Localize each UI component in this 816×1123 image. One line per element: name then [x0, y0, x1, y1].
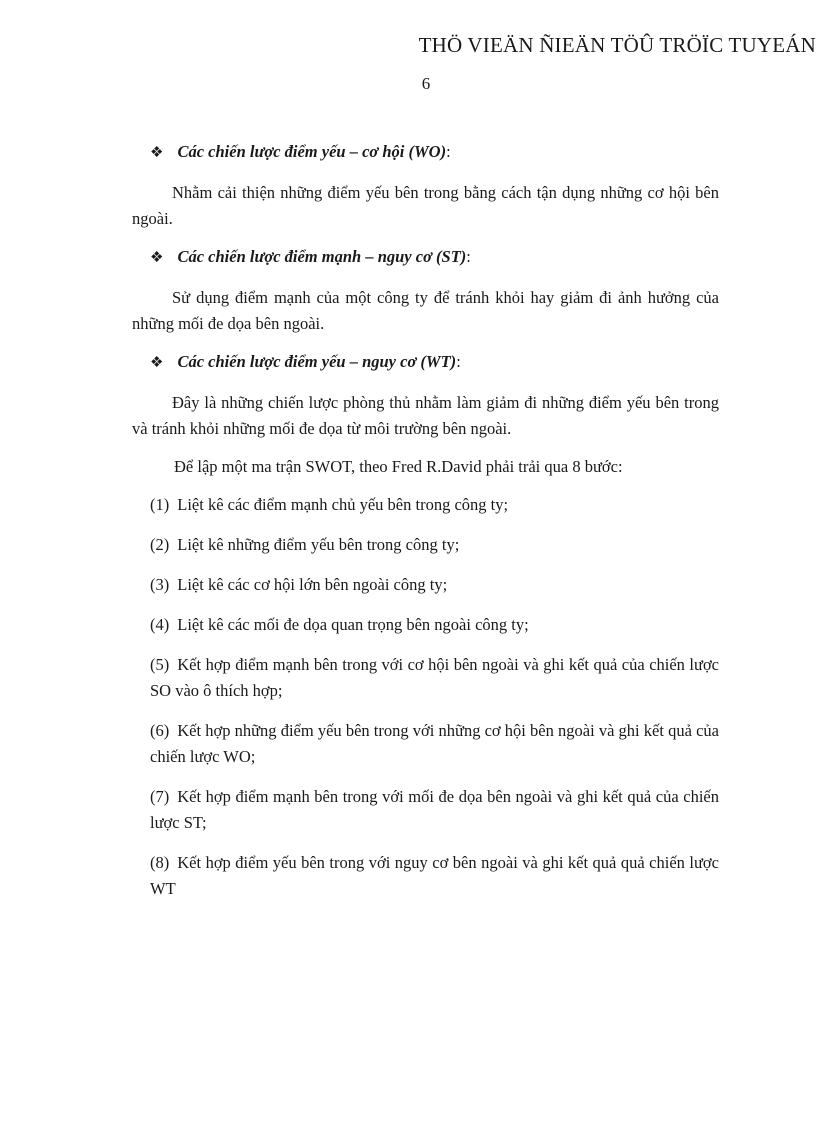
- list-item: (6) Kết hợp những điểm yếu bên trong với những cơ hội bên ngoài và ghi kết quả của chiến lược WO;: [150, 721, 719, 766]
- page-header: THÖ VIEÄN ÑIEÄN TÖÛ TRÖÏC TUYEÁN: [418, 33, 816, 57]
- section-heading-wt: ❖ Các chiến lược điểm yếu – nguy cơ (WT):: [150, 352, 461, 371]
- list-item: (4) Liệt kê các mối đe dọa quan trọng bên ngoài công ty;: [150, 615, 529, 634]
- section-paragraph-st: Sử dụng điểm mạnh của một công ty để tránh khỏi hay giảm đi ảnh hưởng của những mối đe dọa bên ngoài.: [132, 288, 719, 333]
- list-item: (8) Kết hợp điểm yếu bên trong với nguy cơ bên ngoài và ghi kết quả quả chiến lược WT: [150, 853, 719, 898]
- section-paragraph-wo: Nhằm cải thiện những điểm yếu bên trong bằng cách tận dụng những cơ hội bên ngoài.: [132, 183, 719, 228]
- section-heading-wo: ❖ Các chiến lược điểm yếu – cơ hội (WO):: [150, 142, 451, 161]
- section-paragraph-wt: Đây là những chiến lược phòng thủ nhằm làm giảm đi những điểm yếu bên trong và tránh khỏi những mối đe dọa từ môi trường bên ngoài.: [132, 393, 719, 438]
- intro-paragraph: Để lập một ma trận SWOT, theo Fred R.David phải trải qua 8 bước:: [174, 457, 623, 476]
- list-item: (2) Liệt kê những điểm yếu bên trong công ty;: [150, 535, 460, 554]
- diamond-bullet-icon: ❖: [150, 145, 164, 161]
- document-body: [132, 139, 719, 916]
- page-number: 6: [421, 74, 431, 93]
- list-item: (5) Kết hợp điểm mạnh bên trong với cơ hội bên ngoài và ghi kết quả của chiến lược SO vào ô thích hợp;: [150, 655, 719, 700]
- list-item: (3) Liệt kê các cơ hội lớn bên ngoài công ty;: [150, 575, 448, 594]
- diamond-bullet-icon: ❖: [150, 250, 164, 266]
- diamond-bullet-icon: ❖: [150, 355, 164, 371]
- list-item: (7) Kết hợp điểm mạnh bên trong với mối đe dọa bên ngoài và ghi kết quả của chiến lược ST;: [150, 787, 719, 832]
- section-heading-st: ❖ Các chiến lược điểm mạnh – nguy cơ (ST):: [150, 247, 471, 266]
- list-item: (1) Liệt kê các điểm mạnh chủ yếu bên trong công ty;: [150, 495, 509, 514]
